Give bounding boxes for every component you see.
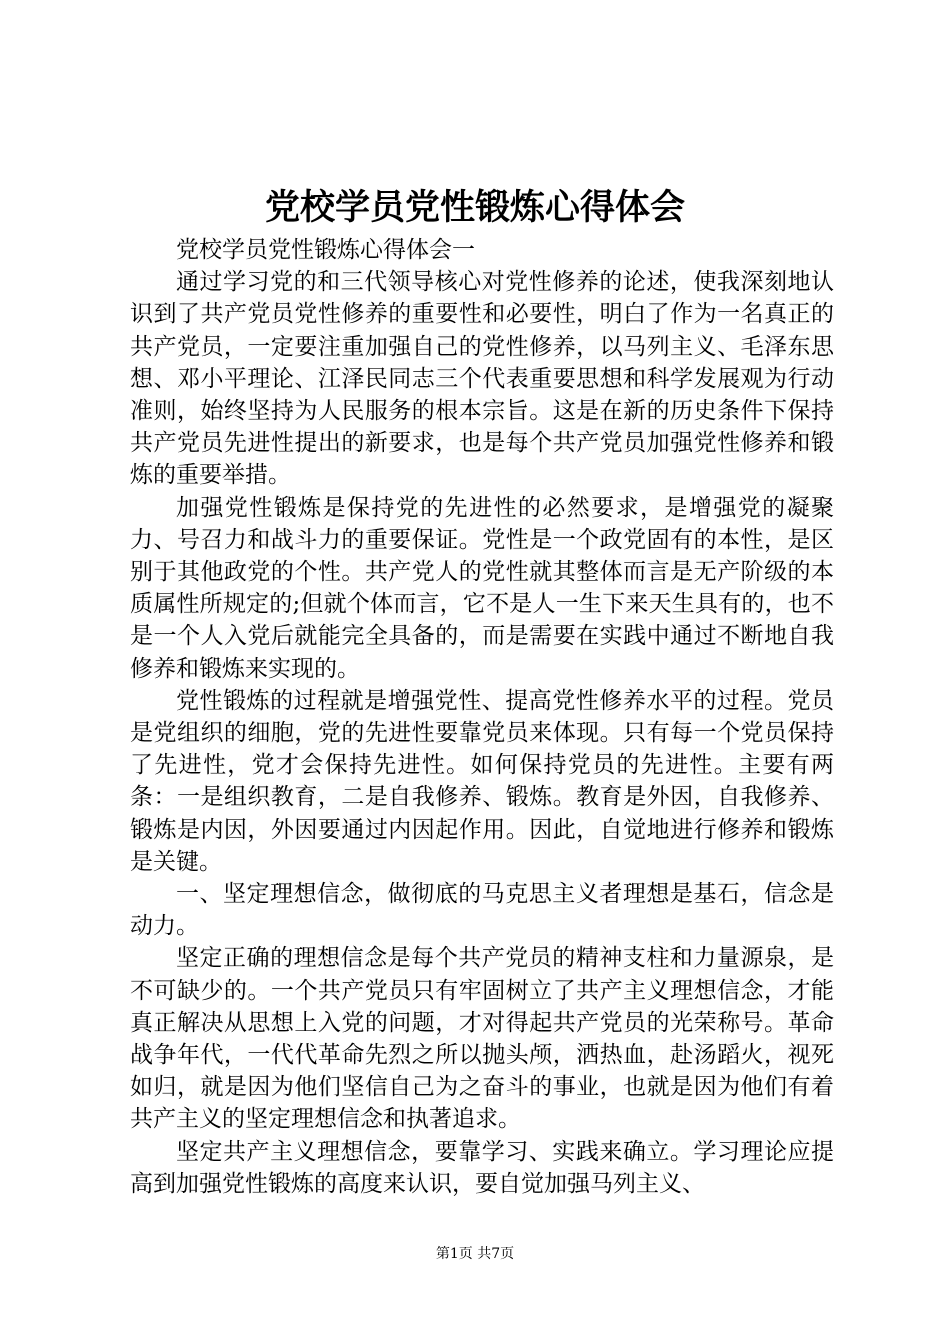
document-body [130, 234, 834, 1200]
paragraph: 党性锻炼的过程就是增强党性、提高党性修养水平的过程。党员是党组织的细胞，党的先进性要靠党员来体现。只有每一个党员保持了先进性，党才会保持先进性。如何保持党员的先进性。主要有两条：一是组织教育，二是自我修养、锻炼。教育是外因，自我修养、锻炼是内因，外因要通过内因起作用。因此，自觉地进行修养和锻炼是关键。 [130, 687, 834, 875]
paragraph: 坚定正确的理想信念是每个共产党员的精神支柱和力量源泉，是不可缺少的。一个共产党员只有牢固树立了共产主义理想信念，才能真正解决从思想上入党的问题，才对得起共产党员的光荣称号。革命战争年代，一代代革命先烈之所以抛头颅，洒热血，赴汤蹈火，视死如归，就是因为他们坚信自己为之奋斗的事业，也就是因为他们有着共产主义的坚定理想信念和执著追求。 [130, 945, 834, 1133]
paragraph: 加强党性锻炼是保持党的先进性的必然要求，是增强党的凝聚力、号召力和战斗力的重要保证。党性是一个政党固有的本性，是区别于其他政党的个性。共产党人的党性就其整体而言是无产阶级的本质属性所规定的;但就个体而言，它不是人一生下来天生具有的，也不是一个人入党后就能完全具备的，而是需要在实践中通过不断地自我修养和锻炼来实现的。 [130, 494, 834, 682]
page-number-footer: 第1页 共7页 [435, 1246, 515, 1262]
paragraph-subtitle: 党校学员党性锻炼心得体会一 [176, 237, 475, 263]
paragraph: 坚定共产主义理想信念，要靠学习、实践来确立。学习理论应提高到加强党性锻炼的高度来认识，要自觉加强马列主义、 [130, 1138, 834, 1197]
section-heading: 一、坚定理想信念，做彻底的马克思主义者理想是基石，信念是动力。 [130, 881, 834, 940]
paragraph: 通过学习党的和三代领导核心对党性修养的论述，使我深刻地认识到了共产党员党性修养的重要性和必要性，明白了作为一名真正的共产党员，一定要注重加强自己的党性修养，以马列主义、毛泽东思想、邓小平理论、江泽民同志三个代表重要思想和科学发展观为行动准则，始终坚持为人民服务的根本宗旨。这是在新的历史条件下保持共产党员先进性提出的新要求，也是每个共产党员加强党性修养和锻炼的重要举措。 [130, 269, 834, 489]
document-title: 党校学员党性锻炼心得体会 [264, 187, 685, 228]
